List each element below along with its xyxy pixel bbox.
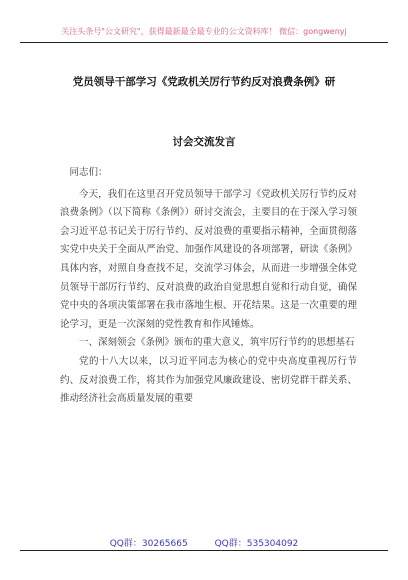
document-body — [60, 164, 357, 409]
greeting: 同志们： — [69, 167, 108, 178]
header-divider — [20, 42, 388, 43]
document-title-line2: 讨会交流发言 — [172, 136, 236, 148]
page-footer — [0, 536, 408, 549]
footer-divider — [20, 550, 388, 551]
section-heading-1: 一、深刻领会《条例》颁布的重大意义，筑牢厉行节约的思想基石 — [79, 337, 355, 349]
document-title-line1: 党员领导干部学习《党政机关厉行节约反对浪费条例》研 — [72, 76, 336, 88]
page-header-notice: 关注头条号"公文研究"，获得最新最全最专业的公文资料库！ 微信：gongwenyj — [61, 27, 347, 36]
paragraph-section1: 党的十八大以来，以习近平同志为核心的党中央高度重视厉行节约、反对浪费工作，将其作为加强党风廉政建设、密切党群干群关系、推动经济社会高质量发展的重要 — [60, 355, 357, 405]
footer-qq-group-2: QQ群：535304092 — [214, 539, 299, 549]
footer-qq-group-1: QQ群：30265665 — [109, 539, 188, 549]
paragraph-intro: 今天，我们在这里召开党员领导干部学习《党政机关厉行节约反对浪费条例》（以下简称《条例》）研讨交流会，主要目的在于深入学习领会习近平总书记关于厉行节约、反对浪费的重要指示精神，全面贯彻落实党中央关于全面从严治党、加强作风建设的各项部署，研读《条例》具体内容，对照自身查找不足，交流学习体会，从而进一步增强全体党员领导干部厉行节约、反对浪费的政治自觉思想自觉和行动自觉，确保党中央的各项决策部署在我市落地生根、开花结果。这是一次重要的理论学习，更是一次深刻的党性教育和作风锤炼。 — [60, 188, 357, 330]
